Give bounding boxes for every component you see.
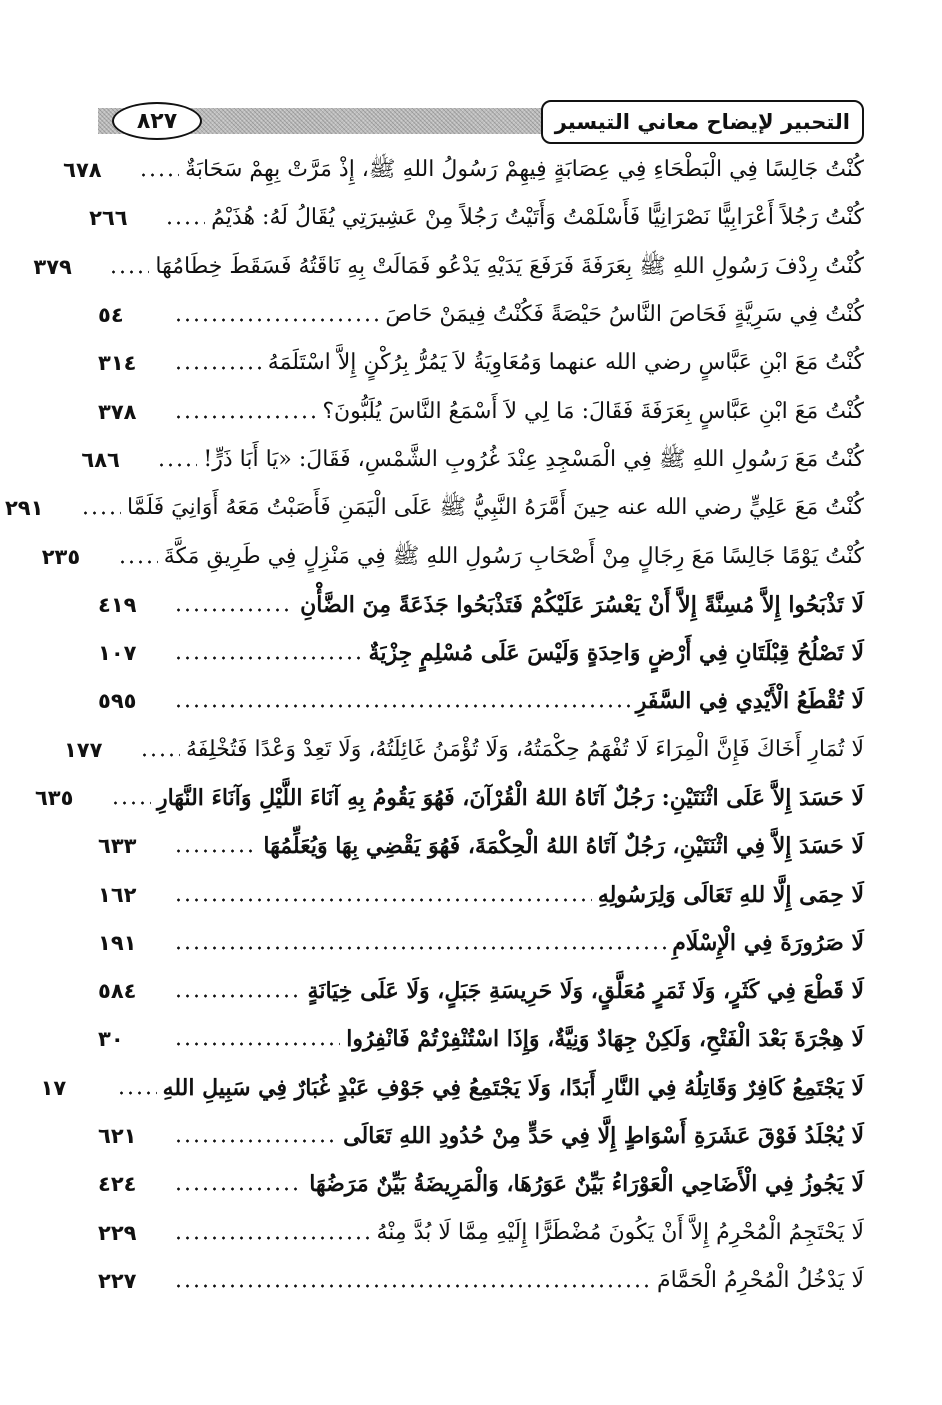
entry-page-number: ٢٩١: [4, 496, 44, 521]
entry-text: لَا حَسَدَ إِلاَّ عَلَى اثْنَتَيْنِ: رَجُلٌ آتَاهُ اللهُ الْقُرْآنَ، فَهُوَ يَقُومُ بِهِ آنَاءَ اللَّيْلِ وَآنَاءَ النَّهَارِ: [156, 785, 864, 811]
entry-page-number: ٥٤: [98, 303, 124, 328]
index-entry: [98, 1209, 864, 1257]
dot-leader: [157, 463, 197, 467]
dot-leader: [174, 1236, 370, 1240]
entry-page-number: ٣٧٨: [98, 399, 137, 424]
entry-text: لَا يَحْتَجِمُ الْمُحْرِمُ إِلاَّ أَنْ يَكُونَ مُضْطَرًّا إِلَيْهِ مِمَّا لَا بُدَّ مِنْهُ: [376, 1219, 864, 1245]
dot-leader: [174, 318, 379, 322]
entry-text: كُنْتُ يَوْمًا جَالِسًا مَعَ رِجَالٍ مِنْ أَصْحَابِ رَسُولِ اللهِ ﷺ فِي مَنْزِلٍ فِي طَرِيقِ مَكَّةَ: [163, 543, 864, 569]
entry-page-number: ٢٣٥: [41, 544, 81, 569]
dot-leader: [174, 1139, 337, 1143]
index-entry: [98, 677, 864, 725]
index-entry: [98, 291, 864, 339]
index-entry: [63, 146, 864, 194]
page-header: [98, 100, 864, 144]
index-entry: [98, 339, 864, 387]
entry-page-number: ٢٢٧: [98, 1268, 137, 1293]
index-entry: [4, 484, 864, 532]
entry-page-number: ٦٢١: [98, 1124, 137, 1149]
index-entry: [34, 774, 864, 822]
index-entry: [98, 1257, 864, 1305]
dot-leader: [109, 270, 149, 274]
entry-text: كُنْتُ جَالِسًا فِي الْبَطْحَاءِ فِي عِصَابَةٍ فِيهِمْ رَسُولُ اللهِ ﷺ، إِذْ مَرَّتْ بِهِمْ سَحَابَةٌ: [185, 157, 864, 183]
dot-leader: [174, 1042, 340, 1046]
index-entry: [98, 1160, 864, 1208]
dot-leader: [174, 1187, 303, 1191]
entry-page-number: ٣١٤: [98, 351, 137, 376]
entry-page-number: ٤٢٤: [98, 1172, 137, 1197]
entry-page-number: ٦٣٣: [98, 834, 137, 859]
index-entry: [98, 387, 864, 435]
dot-leader: [174, 1284, 651, 1288]
entry-page-number: ٢٦٦: [89, 206, 128, 231]
entry-page-number: ٢٢٩: [98, 1220, 137, 1245]
dot-leader: [174, 366, 262, 370]
entry-page-number: ٣٠: [98, 1027, 124, 1052]
dot-leader: [174, 704, 630, 708]
entry-page-number: ١٩١: [98, 930, 137, 955]
index-entry: [81, 436, 864, 484]
index-entry: [98, 870, 864, 918]
index-entry: [98, 581, 864, 629]
entry-text: لَا يَجُوزُ فِي الْأَضَاحِي الْعَوْرَاءُ بَيِّنٌ عَوَرُهَا، وَالْمَرِيضَةُ بَيِّنٌ مَرَضُهَا: [309, 1171, 864, 1198]
entry-text: كُنْتُ مَعَ ابْنِ عَبَّاسٍ بِعَرَفَةَ فَقَالَ: مَا لِي لاَ أَسْمَعُ النَّاسَ يُلَبُّونَ؟: [322, 398, 864, 424]
index-entry: [40, 1064, 864, 1112]
entry-text: كُنْتُ مَعَ رَسُولِ اللهِ ﷺ فِي الْمَسْجِدِ عِنْدَ غُرُوبِ الشَّمْسِ، فَقَالَ: «يَا أَبَا ذَرٍّ!: [203, 446, 864, 472]
index-entry: [98, 967, 864, 1015]
index-entry: [98, 1015, 864, 1063]
index-entry: [98, 919, 864, 967]
entry-page-number: ٦٨٦: [81, 447, 120, 472]
entry-text: لَا تُمَارِ أَخَاكَ فَإِنَّ الْمِرَاءَ لَا تُفْهَمُ حِكْمَتُهُ، وَلَا تُؤْمَنُ غَائِلَتُهُ، وَلَا تَعِدْ وَعْدًا فَتُخْلِفَهُ: [185, 736, 864, 762]
entry-text: كُنْتُ مَعَ عَلِيٍّ رضي الله عنه حِينَ أَمَّرَهُ النَّبِيُّ ﷺ عَلَى الْيَمَنِ فَأَصَبْتُ مَعَهُ أَوَانِيَ فَلَمَّا: [126, 495, 864, 521]
entry-page-number: ٣٧٩: [33, 254, 72, 279]
dot-leader: [174, 994, 302, 998]
entry-page-number: ١٧٧: [63, 737, 103, 762]
dot-leader: [111, 801, 151, 805]
dot-leader: [140, 753, 180, 757]
dot-leader: [165, 221, 205, 225]
entry-text: لَا تُقْطَعُ الْأَيْدِي فِي السَّفَرِ: [635, 688, 864, 715]
dot-leader: [117, 1091, 157, 1095]
entry-text: كُنْتُ رَجُلاً أَعْرَابِيًّا نَصْرَانِيًّا فَأَسْلَمْتُ وَأَتَيْتُ رَجُلاً مِنْ عَشِيرَتِي يُقَالُ لَهُ: هُذَيْمُ: [211, 205, 864, 231]
entry-text: كُنْتُ رِدْفَ رَسُولِ اللهِ ﷺ بِعَرَفَةَ فَرَفَعَ يَدَيْهِ يَدْعُو فَمَالَتْ بِهِ نَاقَتُهُ فَسَقَطَ خِطَامُهَا: [155, 253, 864, 279]
entry-text: لَا قَطْعَ فِي كَثَرٍ، وَلَا ثَمَرٍ مُعَلَّقٍ، وَلَا حَرِيسَةِ جَبَلٍ، وَلَا عَلَى خِيَانَةٍ: [307, 978, 864, 1005]
dot-leader: [139, 173, 179, 177]
dot-leader: [174, 849, 257, 853]
dot-leader: [81, 511, 121, 515]
entry-text: كُنْتُ فِي سَرِيَّةٍ فَحَاصَ النَّاسُ حَيْصَةً فَكُنْتُ فِيمَنْ حَاصَ: [385, 302, 864, 328]
dot-leader: [174, 898, 592, 902]
dot-leader: [118, 560, 158, 564]
entry-page-number: ١٧: [40, 1075, 67, 1100]
dot-leader: [174, 656, 363, 660]
entry-text: لَا صَرُورَةَ فِي الْإِسْلَامِ: [672, 929, 864, 956]
entry-text: لَا يَدْخُلُ الْمُحْرِمُ الْحَمَّامَ: [656, 1267, 864, 1293]
entry-page-number: ٥٩٥: [98, 689, 137, 714]
index-entry: [98, 1112, 864, 1160]
entry-text: لَا تَصْلُحُ قِبْلَتَانِ فِي أَرْضٍ وَاحِدَةٍ وَلَيْسَ عَلَى مُسْلِمٍ جِزْيَةٌ: [368, 640, 864, 667]
entry-text: لَا يَجْتَمِعُ كَافِرٌ وَقَاتِلُهُ فِي النَّارِ أَبَدًا، وَلَا يَجْتَمِعُ فِي جَوْفِ عَبْدٍ غُبَارٌ فِي سَبِيلِ اللهِ: [162, 1074, 864, 1101]
index-entry: [89, 194, 864, 242]
index-entry: [33, 243, 864, 291]
entry-page-number: ٦٣٥: [34, 786, 74, 810]
entry-page-number: ١٠٧: [98, 641, 137, 666]
dot-leader: [174, 608, 294, 612]
entry-page-number: ١٦٢: [98, 882, 137, 907]
hadith-index-list: [4, 146, 864, 1305]
book-title: التحبير لإيضاح معاني التيسير: [541, 100, 864, 144]
dot-leader: [174, 415, 316, 419]
entry-text: لَا تَذْبَحُوا إِلاَّ مُسِنَّةً إِلاَّ أَنْ يَعْسُرَ عَلَيْكُمْ فَتَذْبَحُوا جَذَعَةً مِنَ الضَّأْنِ: [300, 591, 864, 618]
index-entry: [98, 629, 864, 677]
entry-text: لَا يُجْلَدُ فَوْقَ عَشَرَةِ أَسْوَاطٍ إِلَّا فِي حَدٍّ مِنْ حُدُودِ اللهِ تَعَالَى: [343, 1123, 864, 1150]
index-entry: [63, 726, 864, 774]
dot-leader: [174, 946, 666, 950]
entry-page-number: ٥٨٤: [98, 979, 137, 1004]
entry-text: كُنْتُ مَعَ ابْنِ عَبَّاسٍ رضي الله عنهما وَمُعَاوِيَةُ لاَ يَمُرُّ بِرُكْنٍ إِلاَّ اسْتَلَمَهُ: [267, 350, 864, 376]
entry-text: لَا حَسَدَ إِلاَّ فِي اثْنَتَيْنِ، رَجُلٌ آتَاهُ اللهُ الْحِكْمَةَ، فَهُوَ يَقْضِي بِهَا وَيُعَلِّمُهَا: [263, 833, 864, 860]
index-entry: [98, 822, 864, 870]
entry-page-number: ٦٧٨: [63, 158, 102, 183]
page-number: ٨٢٧: [112, 102, 202, 140]
entry-page-number: ٤١٩: [98, 592, 137, 617]
entry-text: لَا حِمَى إِلَّا للهِ تَعَالَى وَلِرَسُولِهِ: [597, 881, 864, 908]
index-entry: [41, 532, 864, 580]
entry-text: لَا هِجْرَةَ بَعْدَ الْفَتْحِ، وَلَكِنْ جِهَادٌ وَنِيَّةٌ، وَإِذَا اسْتُنْفِرْتُمْ فَانْفِرُوا: [346, 1026, 864, 1053]
